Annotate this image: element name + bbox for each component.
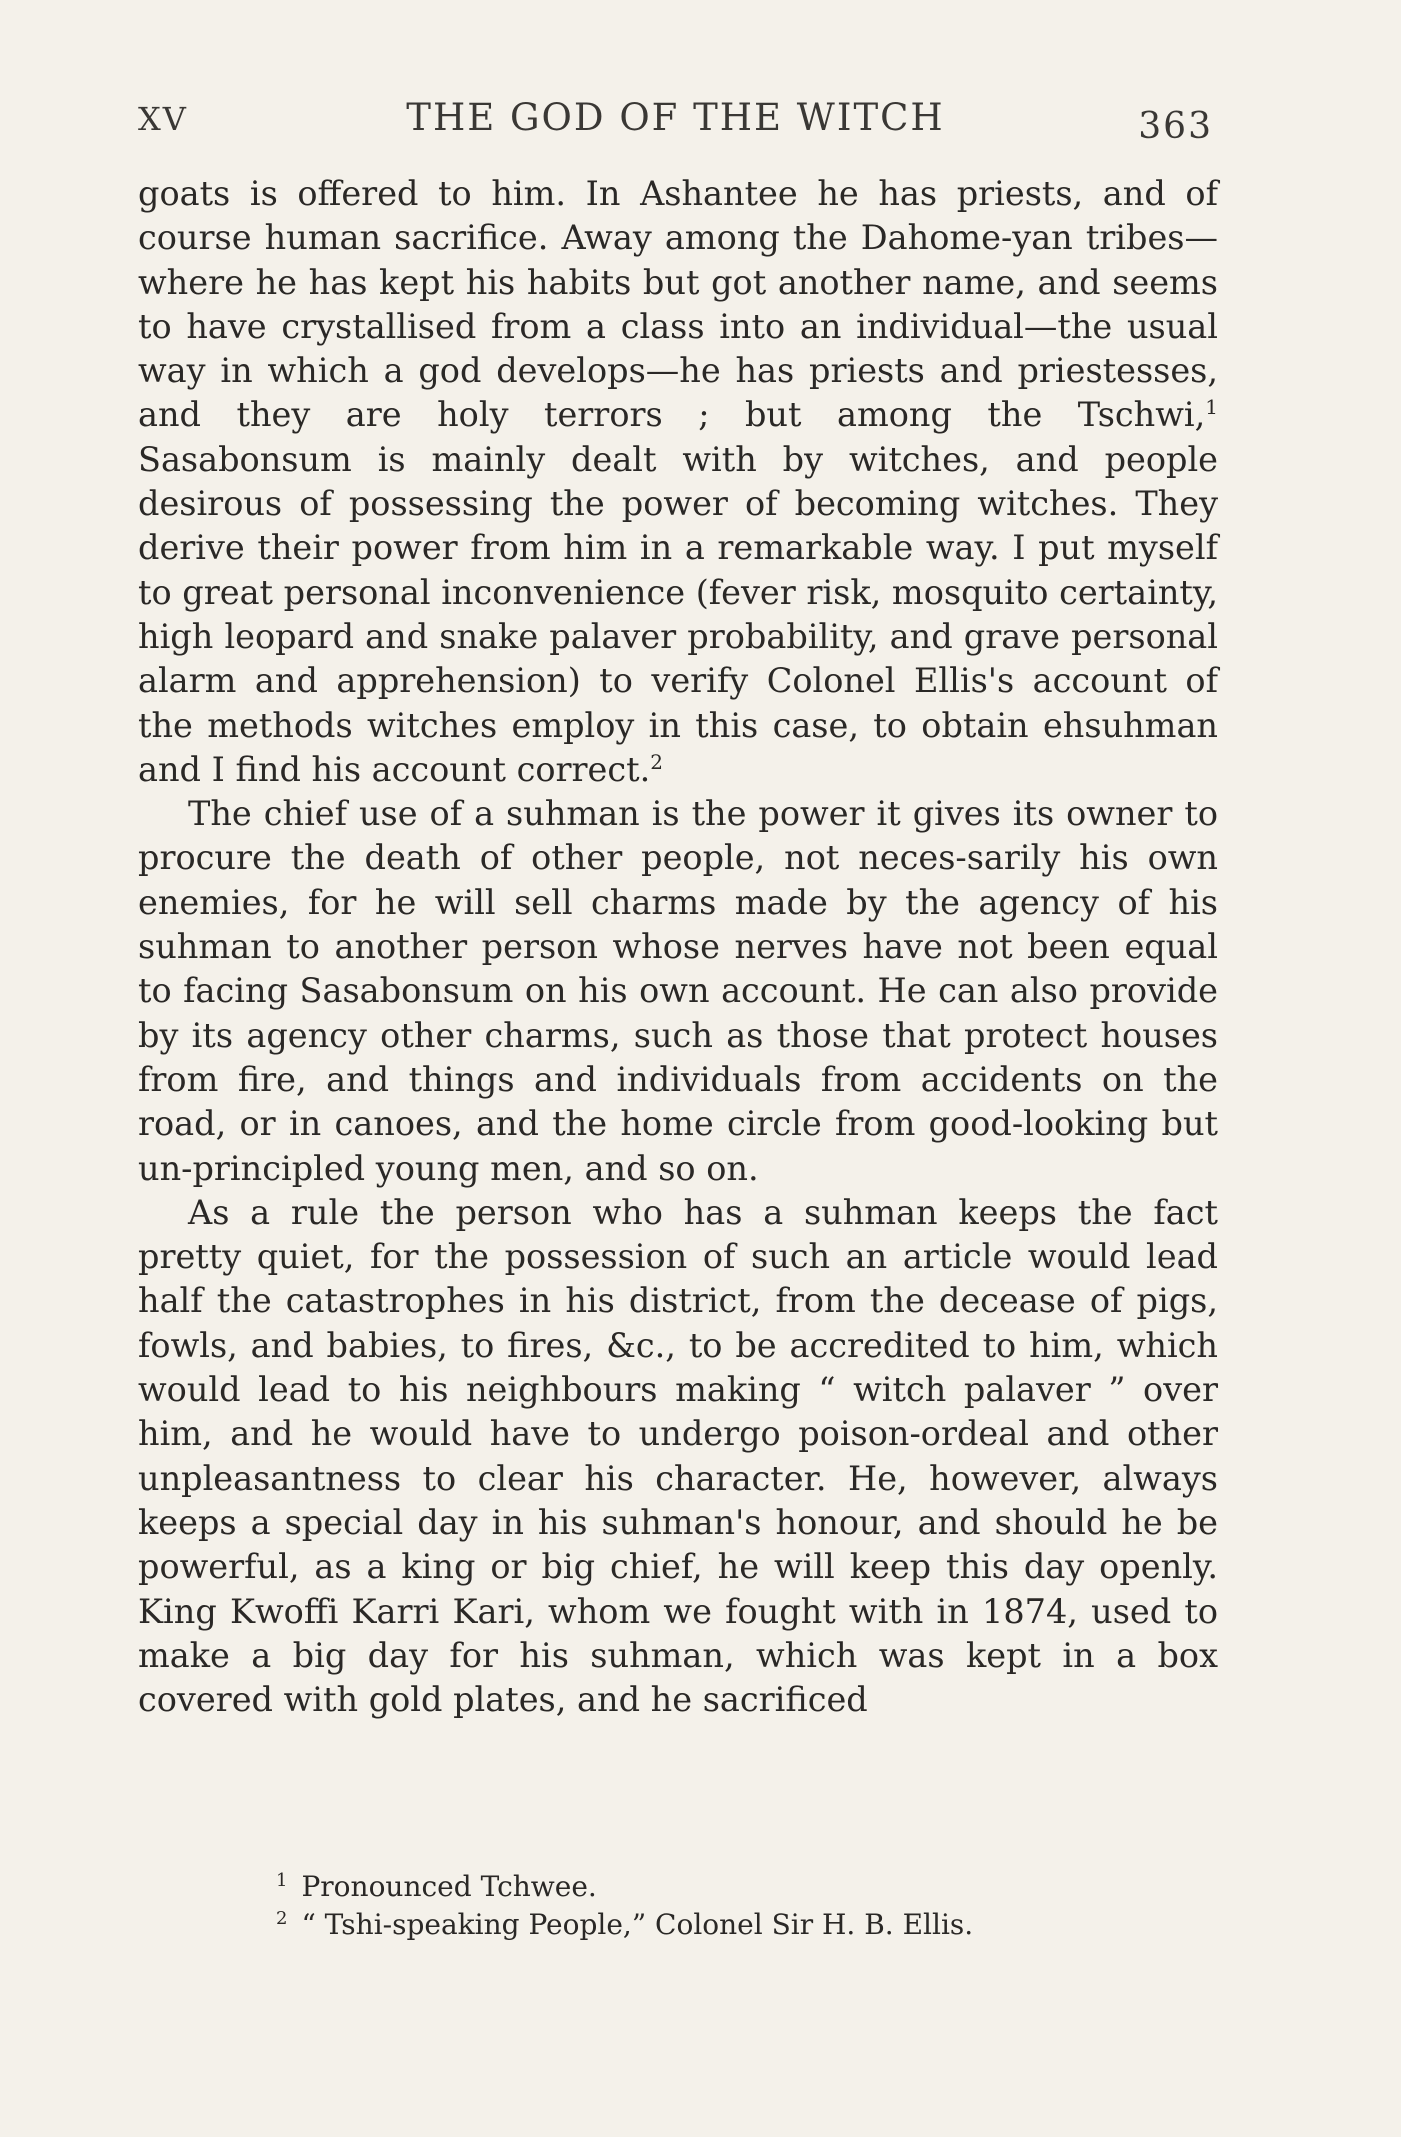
footnote-2 [138,1906,1218,1944]
chapter-number: XV [138,100,188,138]
footnote-2-text: “ Tshi-speaking People,” Colonel Sir H. B. Ellis. [301,1908,974,1941]
paragraph-1-text-b: Sasabonsum is mainly dealt with by witches, and people desirous of possessing the power of becoming witches. They derive their power from him in a remarkable way. I put myself to great personal inconvenience (fever risk, mosquito certainty, high leopard and snake palaver probability, and grave personal alarm and apprehension) to verify Colonel Ellis's account of the methods witches employ in this case, to obtain ehsuhman and I find his account correct. [138,439,1218,789]
running-head [138,92,1213,147]
page-number: 363 [1138,106,1213,147]
chapter-title: THE GOD OF THE WITCH [406,96,945,139]
footnote-1 [138,1868,1218,1906]
paragraph-1 [138,172,1218,792]
footnote-ref-2[interactable]: 2 [650,749,663,774]
footnotes [138,1868,1218,1944]
paragraph-1-text-a: goats is offered to him. In Ashantee he has priests, and of course human sacrifice. Away among the Dahome-yan tribes—where he has kept his habits but got another name, and seems to have crystallised from a class into an individual—the usual way in which a god develops—he has priests and priestesses, and they are holy terrors ; but among the Tschwi, [138,174,1218,435]
paragraph-3: As a rule the person who has a suhman keeps the fact pretty quiet, for the possession of such an article would lead half the catastrophes in his district, from the decease of pigs, fowls, and babies, to fires, &c., to be accredited to him, which would lead to his neighbours making “ witch palaver ” over him, and he would have to undergo poison-ordeal and other unpleasantness to clear his character. He, however, always keeps a special day in his suhman's honour, and should he be powerful, as a king or big chief, he will keep this day openly. King Kwoffi Karri Kari, whom we fought with in 1874, used to make a big day for his suhman, which was kept in a box covered with gold plates, and he sacrificed [138,1192,1218,1720]
footnote-ref-1[interactable]: 1 [1205,395,1218,420]
footnote-1-text: Pronounced Tchwee. [301,1870,597,1903]
body-text [138,172,1218,1722]
paragraph-2: The chief use of a suhman is the power it gives its owner to procure the death of other people, not neces-sarily his own enemies, for he will sell charms made by the agency of his suhman to another person whose nerves have not been equal to facing Sasabonsum on his own account. He can also provide by its agency other charms, such as those that protect houses from fire, and things and individuals from accidents on the road, or in canoes, and the home circle from good-looking but un-principled young men, and so on. [138,794,1218,1188]
footnote-1-mark: 1 [276,1869,288,1891]
footnote-2-mark: 2 [276,1907,288,1929]
